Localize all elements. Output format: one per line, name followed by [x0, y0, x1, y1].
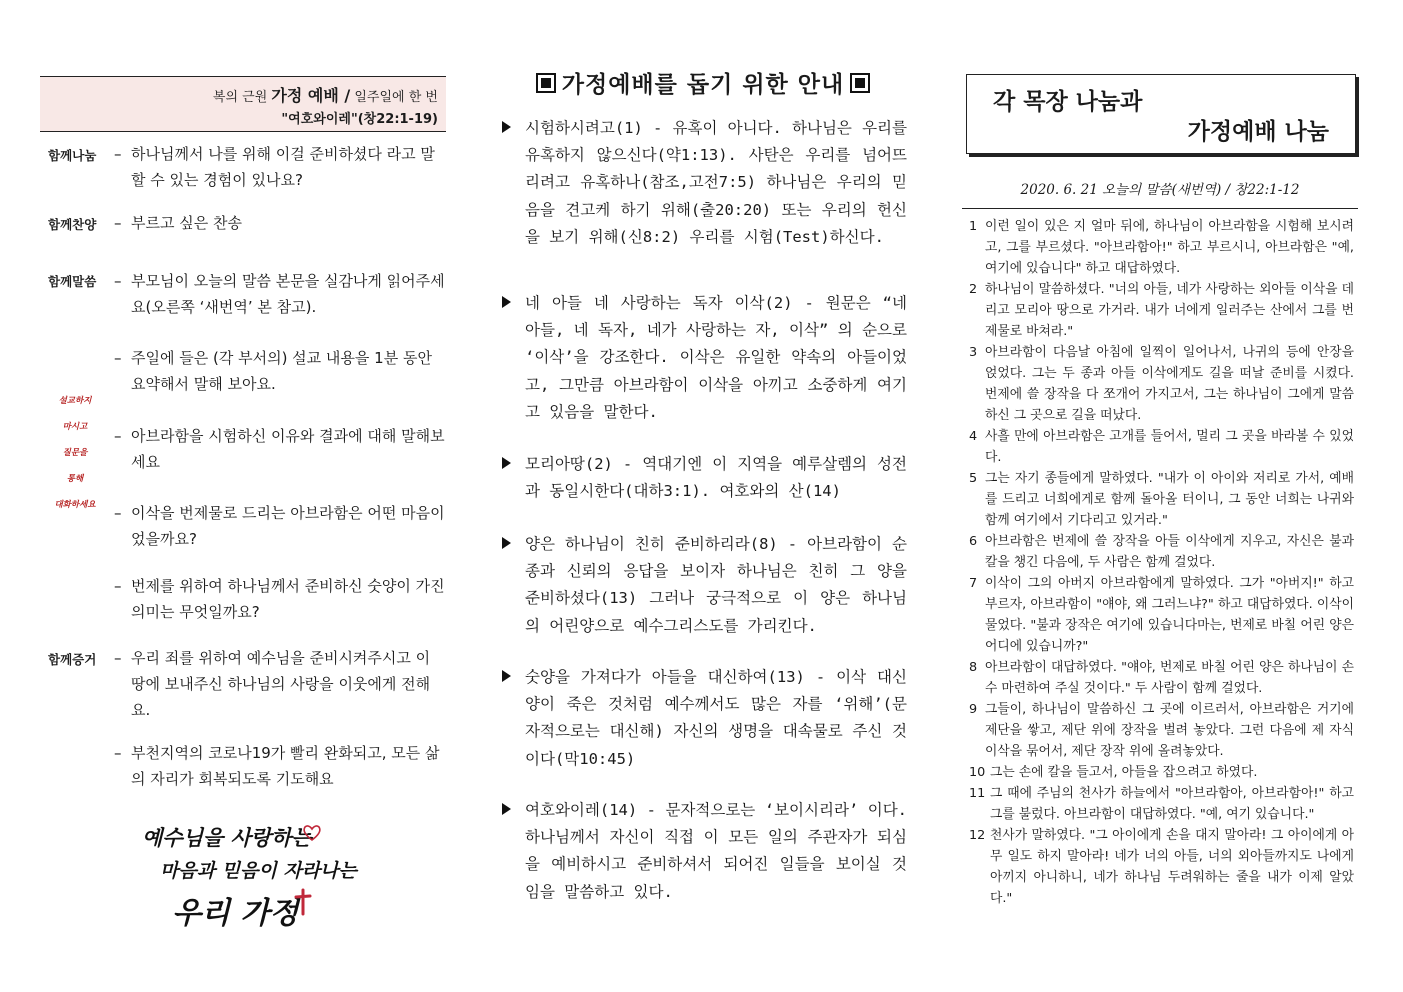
- verse: 1 이런 일이 있은 지 얼마 뒤에, 하나님이 아브라함을 시험해 보시려고, 그를 부르셨다. "아브라함아!" 하고 부르시니, 아브라함은 "예, 여기에 있습니다" 하고 대답하였다.: [969, 219, 1354, 276]
- triangle-bullet-icon: [502, 670, 511, 682]
- verse: 8 아브라함이 대답하였다. "얘야, 번제로 바칠 어린 양은 하나님이 손수 마련하여 주실 것이다." 두 사람이 함께 걸었다.: [969, 660, 1354, 696]
- list-item: – 번제를 위하여 하나님께서 준비하신 숫양이 가진 의미는 무엇일까요?: [114, 577, 445, 621]
- triangle-bullet-icon: [502, 803, 511, 815]
- header-title: 가정 예배 /: [271, 86, 351, 105]
- verse: 2 하나님이 말씀하셨다. "너의 아들, 네가 사랑하는 외아들 이삭을 데리고 모리아 땅으로 가거라. 내가 너에게 일러주는 산에서 그를 번제물로 바쳐라.": [969, 282, 1354, 339]
- guide-title: 가정예배를 돕기 위한 안내: [508, 66, 898, 99]
- list-item: – 이삭을 번제물로 드리는 아브라함은 어떤 마음이었을까요?: [114, 504, 445, 548]
- list-item: – 부모님이 오늘의 말씀 본문을 실감나게 읽어주세요(오른쪽 ‘새번역’ 본 참고).: [114, 272, 445, 316]
- header-title-line: [213, 83, 438, 106]
- triangle-bullet-icon: [502, 537, 511, 549]
- guide-bullet: 여호와이레(14) - 문자적으로는 ‘보이시리라’ 이다. 하나님께서 자신이 직접 이 모든 일의 주관자가 되심을 예비하시고 준비하셔서 되어진 일들을 보이실 것임을 말씀하고 있다.: [502, 797, 907, 906]
- square-bullet-icon: [850, 73, 870, 93]
- triangle-bullet-icon: [502, 457, 511, 469]
- square-bullet-icon: [536, 73, 556, 93]
- verse: 3 아브라함이 다음날 아침에 일찍이 일어나서, 나귀의 등에 안장을 얹었다. 그는 두 종과 아들 이삭에게도 길을 떠날 준비를 시켰다. 번제에 쓸 장작을 다 쪼개어 가지고서, 그는 하나님이 그에게 말씀하신 그 곳으로 길을 떠났다.: [969, 345, 1354, 423]
- sharing-title-line1: 각 목장 나눔과: [993, 89, 1143, 115]
- list-item: – 우리 죄를 위하여 예수님을 준비시켜주시고 이 땅에 보내주신 하나님의 사랑을 이웃에게 전해요.: [114, 649, 431, 719]
- list-item: – 아브라함을 시험하신 이유와 결과에 대해 말해보세요: [114, 427, 445, 471]
- calligraphy-slogan: [138, 822, 358, 932]
- header-suffix: 일주일에 한 번: [354, 90, 438, 105]
- sharing-title-line2: 가정예배 나눔: [1187, 119, 1329, 145]
- divider: [962, 208, 1358, 209]
- triangle-bullet-icon: [502, 296, 511, 308]
- list-item: – 주일에 들은 (각 부서의) 설교 내용을 1분 동안 요약해서 말해 보아요.: [114, 349, 432, 393]
- family-worship-header: [40, 76, 446, 132]
- list-item: – 하나님께서 나를 위해 이걸 준비하셨다 라고 말할 수 있는 경험이 있나요?: [114, 145, 435, 189]
- verse: 6 아브라함은 번제에 쓸 장작을 아들 이삭에게 지우고, 자신은 불과 칼을 챙긴 다음에, 두 사람은 함께 걸었다.: [969, 534, 1354, 570]
- scripture-date-line: 2020. 6. 21 오늘의 말씀(새번역) / 창22:1-12: [1020, 182, 1300, 198]
- verse: 5 그는 자기 종들에게 말하였다. "내가 이 아이와 저리로 가서, 예배를 드리고 너희에게로 함께 돌아올 터이니, 그 동안 너희는 나귀와 함께 여기에서 기다리고 있거라.": [969, 471, 1354, 528]
- calligraphy-line: 예수님을 사랑하는: [142, 825, 312, 850]
- verse: 7 이삭이 그의 아버지 아브라함에게 말하였다. 그가 "아버지!" 하고 부르자, 아브라함이 "얘야, 왜 그러느냐?" 하고 대답하였다. 이삭이 물었다. "불과 장작은 여기에 있습니다마는, 번제로 바칠 어린 양은 어디에 있습니까?": [969, 576, 1354, 654]
- verse: 9 그들이, 하나님이 말씀하신 그 곳에 이르러서, 아브라함은 거기에 제단을 쌓고, 제단 위에 장작을 벌려 놓았다. 그런 다음에 제 자식 이삭을 묶어서, 제단 장작 위에 올려놓았다.: [969, 702, 1354, 759]
- verse: 10 그는 손에 칼을 들고서, 아들을 잡으려고 하였다.: [969, 765, 1258, 780]
- verse: 4 사흘 만에 아브라함은 고개를 들어서, 멀리 그 곳을 바라볼 수 있었다.: [969, 429, 1354, 465]
- calligraphy-line: 마음과 믿음이 자라나는: [160, 860, 357, 882]
- list-item: – 부르고 싶은 찬송: [114, 214, 242, 232]
- section-label-word: 함께말씀: [48, 274, 97, 289]
- triangle-bullet-icon: [502, 121, 511, 133]
- header-subtitle: "여호와이레"(창22:1-19): [281, 112, 438, 127]
- guide-bullet: 네 아들 네 사랑하는 독자 이삭(2) - 원문은 “네 아들, 네 독자, 네가 사랑하는 자, 이삭” 의 순으로 ‘이삭’을 강조한다. 이삭은 유일한 약속의 아들이었고, 그만큼 아브라함이 이삭을 아끼고 소중하게 여기고 있음을 말한다.: [502, 290, 907, 426]
- header-prefix: 복의 근원: [212, 90, 268, 105]
- guide-bullet: 숫양을 가져다가 아들을 대신하여(13) - 이삭 대신 양이 죽은 것처럼 예수께서도 많은 자를 ‘위해’(문자적으로는 대신해) 자신의 생명을 대속물로 주신 것이다(막10:45): [502, 664, 907, 773]
- scripture-verses: [966, 216, 1354, 909]
- guide-bullet: 양은 하나님이 친히 준비하리라(8) - 아브라함이 순종과 신뢰의 응답을 보이자 하나님은 친히 그 양을 준비하셨다(13) 그러나 궁극적으로 이 양은 하나님의 어린양으로 예수그리스도를 가리킨다.: [502, 531, 907, 640]
- guide-bullet: 모리아땅(2) - 역대기엔 이 지역을 예루살렘의 성전과 동일시한다(대하3:1). 여호와의 산(14): [502, 451, 907, 505]
- section-label-witness: 함께증거: [48, 652, 97, 667]
- heart-icon: [302, 824, 322, 842]
- calligraphy-line: 우리 가정: [172, 896, 299, 931]
- verse: 12 천사가 말하였다. "그 아이에게 손을 대지 말아라! 그 아이에게 아무 일도 하지 말아라! 네가 너의 아들, 너의 외아들까지도 나에게 아끼지 아니하니, 네가 하나님 두려워하는 줄을 내가 이제 알았다.": [969, 828, 1354, 906]
- cross-icon: [294, 888, 312, 916]
- side-note: 설교하지 마시고 질문을 통해 대화하세요: [54, 396, 96, 510]
- section-label-praise: 함께찬양: [48, 217, 97, 232]
- list-item: – 부천지역의 코로나19가 빨리 완화되고, 모든 삶의 자리가 회복되도록 기도해요: [114, 744, 440, 788]
- guide-bullet: 시험하시려고(1) - 유혹이 아니다. 하나님은 우리를 유혹하지 않으신다(약1:13). 사탄은 우리를 넘어뜨리려고 유혹하나(참조,고전7:5) 하나님은 우리의 믿음을 견고케 하기 위해(출20:20) 또는 우리의 헌신을 보기 위해(신8:2) 우리를 시험(Test)하신다.: [502, 115, 907, 251]
- sharing-title-box: [966, 74, 1356, 154]
- section-label-fellowship: 함께나눔: [48, 148, 97, 163]
- verse: 11 그 때에 주님의 천사가 하늘에서 "아브라함아, 아브라함아!" 하고 그를 불렀다. 아브라함이 대답하였다. "예, 여기 있습니다.": [969, 786, 1354, 822]
